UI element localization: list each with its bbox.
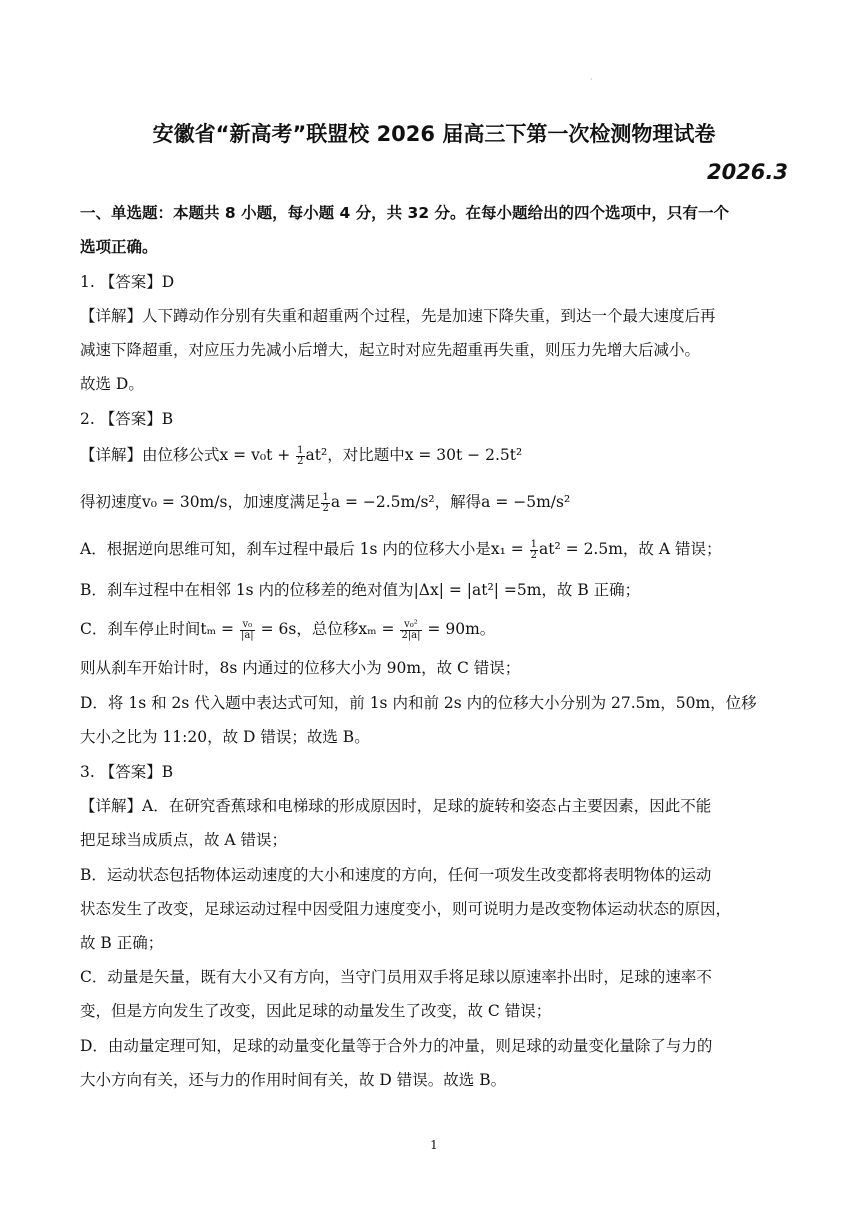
q1-detail: 故选 D。 xyxy=(80,375,144,393)
formula: x = v₀t + xyxy=(219,446,296,464)
q3-answer: 3. 【答案】B xyxy=(80,763,174,781)
section-heading-cont: 选项正确。 xyxy=(80,238,158,256)
q3-option-d-cont: 大小方向有关，还与力的作用时间有关，故 D 错误。故选 B。 xyxy=(80,1071,507,1089)
q3-option-c-cont: 变，但是方向发生了改变，因此足球的动量发生了改变，故 C 错误； xyxy=(80,1002,552,1020)
q2-option-a xyxy=(80,539,721,561)
denominator: 2|a| xyxy=(401,629,421,641)
numerator: v₀ xyxy=(240,620,255,631)
fraction xyxy=(530,540,538,561)
q2-detail-line xyxy=(80,445,522,467)
q2-detail-line xyxy=(80,492,570,514)
fraction xyxy=(321,493,329,514)
numerator: 1 xyxy=(530,538,538,550)
q3-option-b-cont: 故 B 正确； xyxy=(80,934,164,952)
q1-answer: 1. 【答案】D xyxy=(80,273,175,291)
q2-answer: 2. 【答案】B xyxy=(80,410,174,428)
corner-mark: · xyxy=(590,75,593,84)
formula: = 90m xyxy=(422,620,480,638)
q2-option-d-cont: 大小之比为 11:20，故 D 错误；故选 B。 xyxy=(80,728,370,746)
numerator: 1 xyxy=(297,444,304,456)
q3-option-d: D．由动量定理可知，足球的动量变化量等于合外力的冲量，则足球的动量变化量除了与力的 xyxy=(80,1037,713,1055)
fraction xyxy=(296,446,304,467)
q2-option-c-cont: 则从刹车开始计时，8s 内通过的位移大小为 90m，故 C 错误； xyxy=(80,659,521,677)
text: B．刹车过程中在相邻 1s 内的位移差的绝对值为 xyxy=(80,581,414,599)
text: C．刹车停止时间 xyxy=(80,620,201,638)
q3-option-b: B．运动状态包括物体运动速度的大小和速度的方向，任何一项发生改变都将表明物体的运动 xyxy=(80,866,712,884)
text: 【详解】由位移公式 xyxy=(80,446,220,464)
formula: xₘ = xyxy=(358,620,400,638)
text: 。 xyxy=(479,620,496,638)
q2-option-d: D．将 1s 和 2s 代入题中表达式可知，前 1s 内和前 2s 内的位移大小分别为 27.5m，50m，位移 xyxy=(80,694,757,712)
formula: at² xyxy=(305,446,328,464)
formula: at² = 2.5m xyxy=(539,540,623,558)
text: A．根据逆向思维可知，刹车过程中最后 1s 内的位移大小是 xyxy=(80,540,491,558)
page-number: 1 xyxy=(430,1138,438,1152)
text: ，故 A 错误； xyxy=(622,540,722,558)
fraction xyxy=(400,620,421,641)
q3-option-a-cont: 把足球当成质点，故 A 错误； xyxy=(80,831,288,849)
exam-date: 2026.3 xyxy=(706,160,788,184)
section-heading: 一、单选题：本题共 8 小题，每小题 4 分，共 32 分。在每小题给出的四个选项中，只有一个 xyxy=(80,204,730,222)
denominator: 2 xyxy=(322,502,329,514)
formula: a = −5m/s² xyxy=(481,493,571,511)
denominator: 2 xyxy=(297,455,304,467)
formula: a = −2.5m/s² xyxy=(330,493,435,511)
text: ，加速度满足 xyxy=(227,493,321,511)
formula: = 6s xyxy=(255,620,297,638)
denominator: |a| xyxy=(240,629,254,641)
formula: tₘ = xyxy=(200,620,239,638)
denominator: 2 xyxy=(530,549,538,561)
q1-detail: 【详解】人下蹲动作分别有失重和超重两个过程，先是加速下降失重，到达一个最大速度后再 xyxy=(80,307,716,325)
numerator: v₀² xyxy=(400,620,421,631)
q3-option-c: C．动量是矢量，既有大小又有方向，当守门员用双手将足球以原速率扑出时，足球的速率不 xyxy=(80,968,712,986)
text: ，解得 xyxy=(434,493,482,511)
formula: x = 30t − 2.5t² xyxy=(404,446,523,464)
text: =5m，故 B 正确； xyxy=(498,581,641,599)
formula: v₀ = 30m/s xyxy=(142,493,228,511)
text: 得初速度 xyxy=(80,493,143,511)
q3-option-b-cont: 状态发生了改变，足球运动过程中因受阻力速度变小，则可说明力是改变物体运动状态的原因， xyxy=(80,900,732,918)
fraction xyxy=(240,620,255,641)
numerator: 1 xyxy=(322,491,329,503)
q3-option-a: 【详解】A．在研究香蕉球和电梯球的形成原因时，足球的旋转和姿态占主要因素，因此不能 xyxy=(80,797,712,815)
q1-detail: 减速下降超重，对应压力先减小后增大，起立时对应先超重再失重，则压力先增大后减小。 xyxy=(80,341,701,359)
q2-option-c xyxy=(80,619,495,641)
page-title: 安徽省“新高考”联盟校 2026 届高三下第一次检测物理试卷 xyxy=(152,122,716,146)
formula: x₁ = xyxy=(490,540,529,558)
text: ，总位移 xyxy=(296,620,359,638)
text: ，对比题中 xyxy=(327,446,405,464)
q2-option-b xyxy=(80,580,640,600)
formula: |Δx| = |at²| xyxy=(413,581,499,599)
